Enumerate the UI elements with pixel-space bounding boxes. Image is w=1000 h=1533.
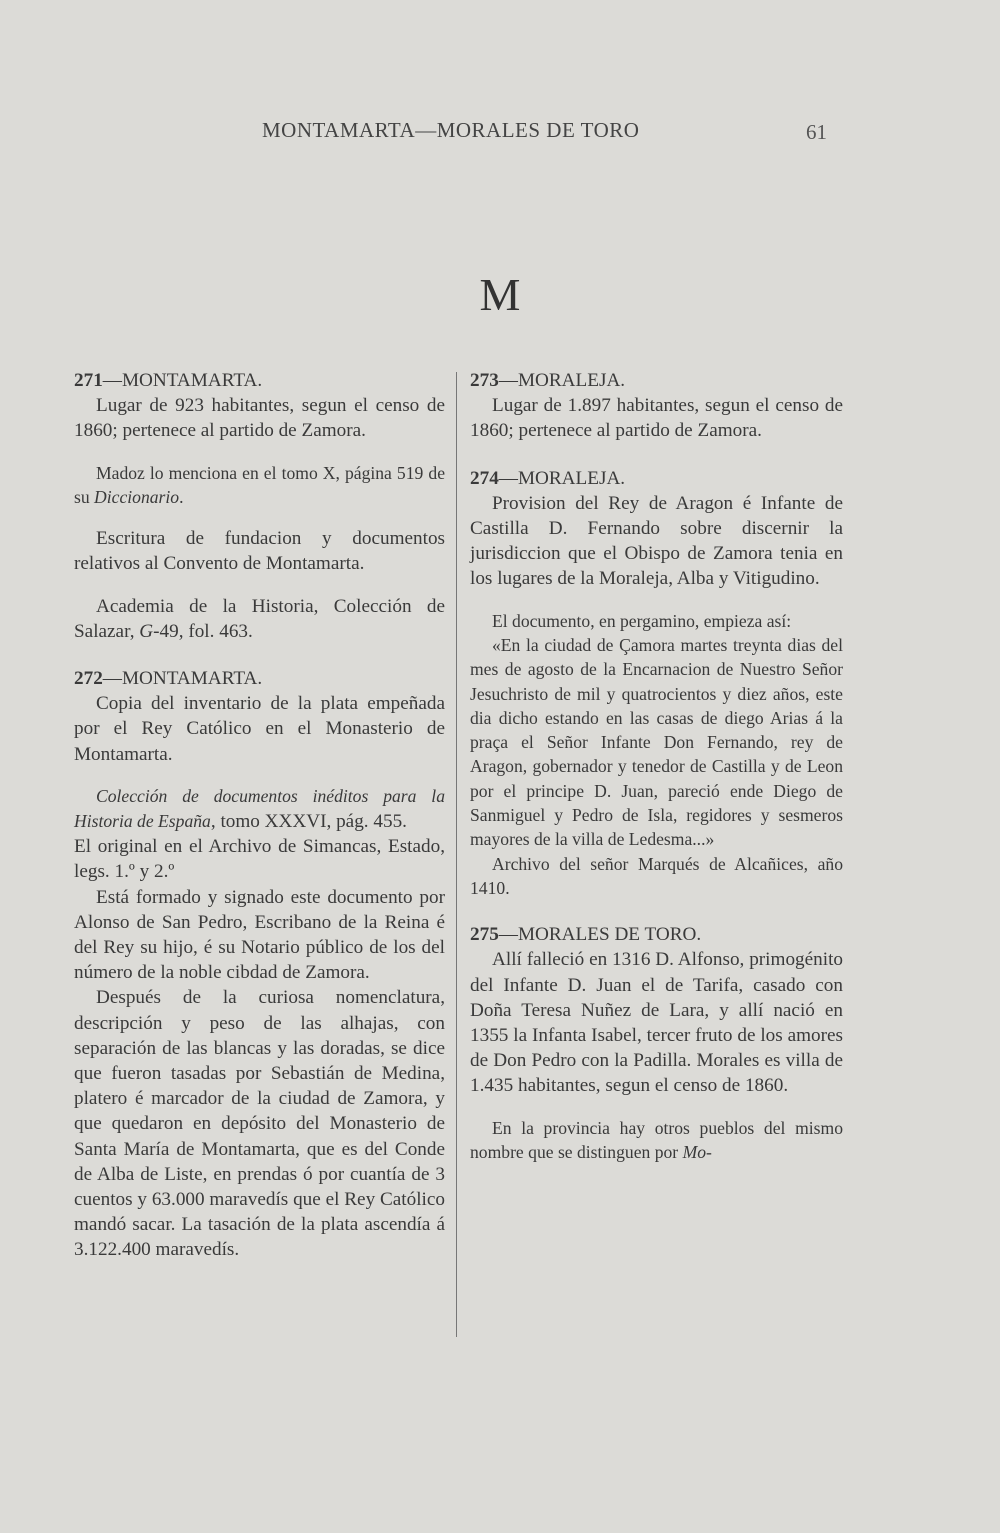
entry-heading bbox=[470, 368, 843, 393]
column-divider bbox=[456, 372, 457, 1337]
italic-text: G bbox=[139, 620, 154, 642]
text-run: . bbox=[179, 486, 184, 507]
entry-heading bbox=[74, 666, 445, 691]
entry-paragraph bbox=[470, 1116, 843, 1165]
entry-number: 271 bbox=[74, 370, 103, 391]
entry-title: —MORALES DE TORO. bbox=[498, 924, 702, 946]
entry-number: 274 bbox=[470, 467, 499, 489]
section-letter: M bbox=[479, 269, 521, 320]
entry-number: 273 bbox=[470, 370, 499, 391]
italic-title: Colección de documentos inéditos para la Historia de España bbox=[74, 785, 445, 832]
entry-paragraph: Lugar de 923 habitantes, segun el censo de 1860; pertenece al partido de Zamora. bbox=[74, 395, 445, 442]
entry-paragraph: El documento, en pergamino, empieza así: bbox=[492, 610, 792, 631]
entry-title: —MORALEJA. bbox=[498, 370, 626, 391]
text-run: Academia de la Historia, Colección de Salazar, bbox=[74, 595, 445, 642]
entry-heading bbox=[470, 466, 843, 491]
entry-number: 272 bbox=[74, 668, 103, 690]
entry-paragraph: Lugar de 1.897 habitantes, segun el censo de 1860; pertenece al partido de Zamora. bbox=[470, 395, 843, 442]
entry-paragraph: Escritura de fundacion y documentos relativos al Convento de Montamarta. bbox=[74, 528, 445, 575]
entry-273 bbox=[470, 368, 843, 444]
entry-heading bbox=[74, 368, 445, 393]
entry-274 bbox=[470, 466, 843, 901]
italic-title: Diccionario bbox=[94, 486, 180, 507]
text-run: -49, fol. 463. bbox=[153, 620, 253, 642]
running-title: MONTAMARTA—MORALES DE TORO bbox=[262, 118, 640, 142]
entry-paragraph: Está formado y signado este documento por Alonso de San Pedro, Escribano de la Reina é del Rey su hijo, é su Notario público de los del número de la noble cibdad de Zamora. bbox=[74, 886, 445, 984]
italic-text: Mo- bbox=[682, 1141, 712, 1162]
entry-271 bbox=[74, 368, 445, 644]
entry-title: —MORALEJA. bbox=[498, 467, 626, 489]
entry-paragraph: Después de la curiosa nomenclatura, descripción y peso de las alhajas, con separación de las blancas y las doradas, se dice que fueron tasadas por Sebastián de Medina, platero é marcador de la ciudad de Zamora, y que quedaron en depósito del Monasterio de Santa María de Montamarta, que es del Conde de Alba de Liste, en prendas ó por cuantía de 3 cuentos y 63.000 maravedís que el Rey Católico mandó sacar. La tasación de la plata ascendía á 3.122.400 maravedís. bbox=[74, 987, 445, 1261]
entry-paragraph: Copia del inventario de la plata empeñada por el Rey Católico en el Monasterio de Montamarta. bbox=[74, 693, 445, 765]
entry-paragraph: Archivo del señor Marqués de Alcañices, año 1410. bbox=[470, 853, 843, 898]
right-column bbox=[470, 368, 843, 1164]
entry-paragraph: Allí falleció en 1316 D. Alfonso, primogénito del Infante D. Juan el de Tarifa, casado con Doña Teresa Nuñez de Lara, y allí nació en 1355 la Infanta Isabel, tercer fruto de los amores de Don Pedro con la Padilla. Morales es villa de 1.435 habitantes, segun el censo de 1860. bbox=[470, 949, 843, 1097]
quoted-passage: «En la ciudad de Çamora martes treynta dias del mes de agosto de la Encarnacion de Nuestro Señor Jesuchristo de mil y quatrocientos y diez años, este dia dicho estando en las casas de diego Arias á la praça el Señor Infante Don Fernando, rey de Aragon, gobernador y tenedor de Castilla y de Leon por el principe D. Juan, pareció ende Diego de Sanmiguel y Pedro de Isla, regidores y sesmeros mayores de la villa de Ledesma...» bbox=[470, 634, 843, 850]
entry-275 bbox=[470, 922, 843, 1164]
entry-heading bbox=[470, 922, 843, 947]
entry-title: —MONTAMARTA. bbox=[102, 370, 263, 391]
entry-paragraph: El original en el Archivo de Simancas, Estado, legs. 1.º y 2.º bbox=[74, 836, 445, 883]
entry-272 bbox=[74, 666, 445, 1263]
entry-paragraph bbox=[74, 461, 445, 510]
entry-paragraph bbox=[74, 784, 445, 834]
left-column bbox=[74, 368, 445, 1263]
text-run: Madoz lo menciona en el tomo X, página 519 de su bbox=[74, 462, 445, 507]
entry-paragraph: Provision del Rey de Aragon é Infante de Castilla D. Fernando sobre discernir la jurisdiccion que el Obispo de Zamora tenia en los lugares de la Moraleja, Alba y Vitigudino. bbox=[470, 492, 843, 590]
page-number: 61 bbox=[806, 120, 827, 144]
entry-paragraph bbox=[74, 594, 445, 644]
entry-title: —MONTAMARTA. bbox=[102, 668, 263, 690]
entry-number: 275 bbox=[470, 924, 499, 946]
text-run: , tomo XXXVI, pág. 455. bbox=[210, 811, 407, 833]
text-run: En la provincia hay otros pueblos del mismo nombre que se distinguen por bbox=[470, 1117, 843, 1162]
